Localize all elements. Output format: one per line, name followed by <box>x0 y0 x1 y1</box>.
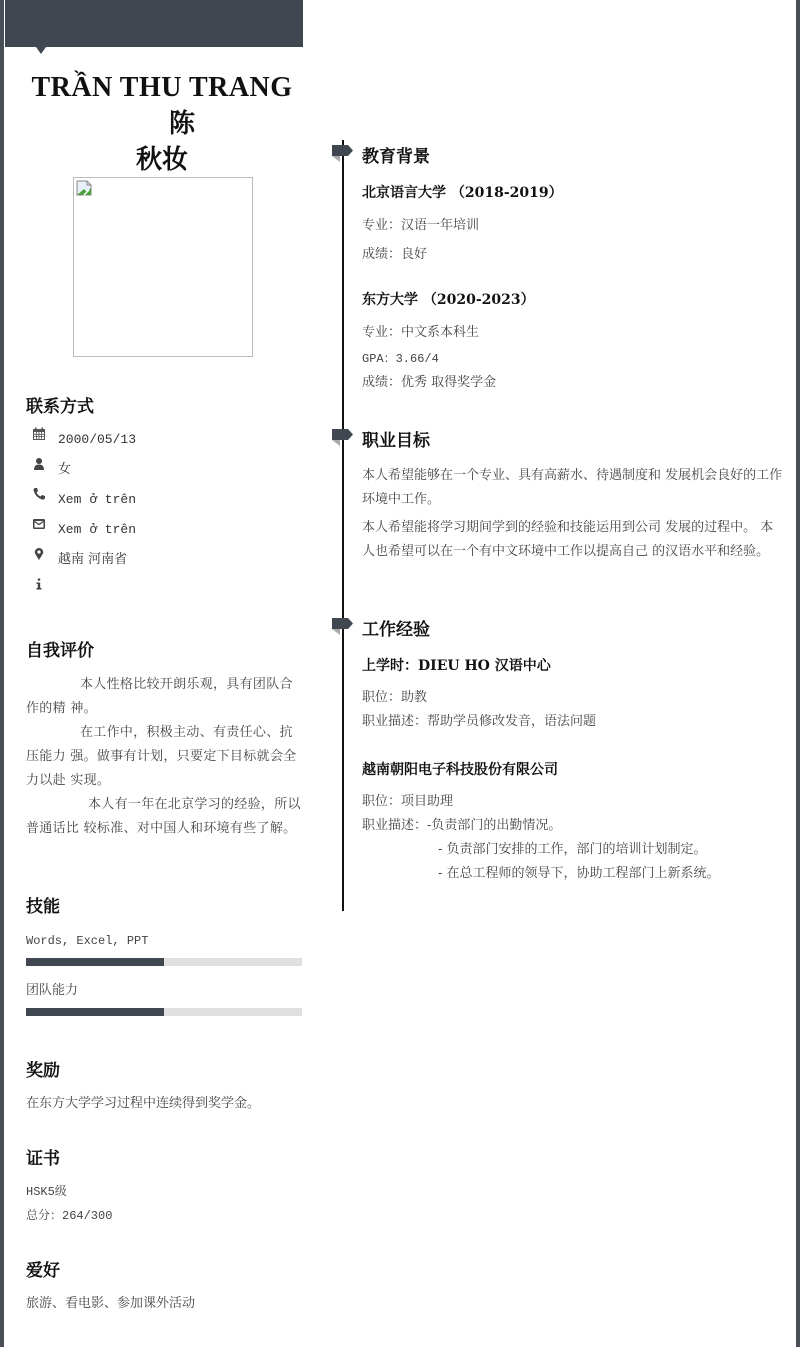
awards-text: 在东方大学学习过程中连续得到奖学金。 <box>26 1096 261 1111</box>
hobbies-section <box>26 1260 302 1316</box>
email-text: Xem ở trên <box>58 522 137 537</box>
candidate-name <box>14 70 310 178</box>
education-line: 专业：中文系本科生 <box>362 325 480 340</box>
contact-email <box>26 517 302 547</box>
contact-phone <box>26 487 302 517</box>
skill-bar-fill <box>26 1008 164 1016</box>
education-entry <box>362 183 786 269</box>
awards-title: 奖励 <box>26 1061 60 1081</box>
name-latin: TRẦN THU TRANG <box>31 72 293 103</box>
contact-info <box>26 577 302 607</box>
work-entry <box>362 760 786 886</box>
user-icon <box>32 457 46 471</box>
header-notch <box>36 47 46 54</box>
education-line: GPA：3.66/4 <box>362 352 439 366</box>
certificate-line: HSK5级 <box>26 1185 67 1199</box>
profile-photo <box>73 177 253 357</box>
info-icon <box>32 577 46 591</box>
skill-bar <box>26 958 302 966</box>
section-marker-icon <box>332 616 354 638</box>
address-text: 越南 河南省 <box>58 552 128 567</box>
education-line: 成绩：良好 <box>362 247 428 262</box>
contact-title: 联系方式 <box>26 397 94 417</box>
work-title: 工作经验 <box>362 620 430 640</box>
skill-item <box>26 982 302 1016</box>
page-border-right <box>796 0 800 1347</box>
work-company: 上学时：DIEU HO 汉语中心 <box>362 658 551 674</box>
name-cn-first: 陈 <box>168 109 195 139</box>
name-cn-second: 秋妆 <box>135 145 188 175</box>
phone-text: Xem ở trên <box>58 492 137 507</box>
broken-image-icon <box>76 180 92 196</box>
education-entry <box>362 290 786 395</box>
contact-address <box>26 547 302 577</box>
awards-section <box>26 1060 302 1116</box>
envelope-icon <box>32 517 46 531</box>
section-marker-icon <box>332 143 354 165</box>
gender-text: 女 <box>58 462 72 477</box>
work-entry <box>362 656 786 734</box>
page-border-left <box>0 0 4 1347</box>
header-bar <box>5 0 303 47</box>
work-position: 职位：助教 <box>362 690 428 705</box>
education-school: 北京语言大学 （2018-2019） <box>362 185 563 201</box>
contact-gender <box>26 457 302 487</box>
calendar-icon <box>32 427 46 441</box>
education-section <box>362 146 786 395</box>
career-goal-title: 职业目标 <box>362 431 430 451</box>
career-goal-paragraph: 本人希望能将学习期间学到的经验和技能运用到公司 发展的过程中。 本人也希望可以在一个有中文环境中工作以提高自己 的汉语水平和经验。 <box>362 520 774 559</box>
certificates-title: 证书 <box>26 1149 60 1169</box>
phone-icon <box>32 487 46 501</box>
self-eval-paragraph: 本人有一年在北京学习的经验，所以普通话比 较标准、对中国人和环境有些了解。 <box>26 797 301 836</box>
certificate-line: 总分：264/300 <box>26 1209 113 1223</box>
work-desc-line: 职业描述：-负责部门的出勤情况。 <box>362 818 562 833</box>
self-eval-title: 自我评价 <box>26 641 94 661</box>
contact-birthdate <box>26 427 302 457</box>
skill-label: 团队能力 <box>26 983 79 998</box>
timeline-line <box>342 140 344 911</box>
skills-title: 技能 <box>26 897 60 917</box>
skills-section <box>26 896 302 1016</box>
section-marker-icon <box>332 427 354 449</box>
career-goal-paragraph: 本人希望能够在一个专业、具有高薪水、待遇制度和 发展机会良好的工作环境中工作。 <box>362 468 783 507</box>
work-desc-line: - 负责部门安排的工作，部门的培训计划制定。 <box>438 842 707 857</box>
career-goal-section <box>362 430 786 564</box>
work-position: 职位：项目助理 <box>362 794 454 809</box>
skill-item <box>26 932 302 966</box>
skill-label: Words, Excel, PPT <box>26 934 149 948</box>
work-desc-line: - 在总工程师的领导下，协助工程部门上新系统。 <box>438 866 720 881</box>
hobbies-text: 旅游、看电影、参加课外活动 <box>26 1296 196 1311</box>
work-desc-line: 职业描述：帮助学员修改发音，语法问题 <box>362 714 597 729</box>
hobbies-title: 爱好 <box>26 1261 60 1281</box>
education-line: 成绩：优秀 取得奖学金 <box>362 375 497 390</box>
self-eval-paragraph: 在工作中，积极主动、有责任心、抗压能力 强。做事有计划，只要定下目标就会全力以赴 实现。 <box>26 725 297 788</box>
skill-bar <box>26 1008 302 1016</box>
education-title: 教育背景 <box>362 147 430 167</box>
work-company: 越南朝阳电子科技股份有限公司 <box>362 762 558 778</box>
education-school: 东方大学 （2020-2023） <box>362 292 535 308</box>
birthdate-text: 2000/05/13 <box>58 432 137 447</box>
education-line: 专业：汉语一年培训 <box>362 218 480 233</box>
contact-section <box>26 396 302 607</box>
map-marker-icon <box>32 547 46 561</box>
work-experience-section <box>362 619 786 886</box>
self-eval-paragraph: 本人性格比较开朗乐观，具有团队合作的精 神。 <box>26 677 293 716</box>
self-evaluation-section <box>26 640 302 841</box>
certificates-section <box>26 1148 302 1228</box>
skill-bar-fill <box>26 958 164 966</box>
